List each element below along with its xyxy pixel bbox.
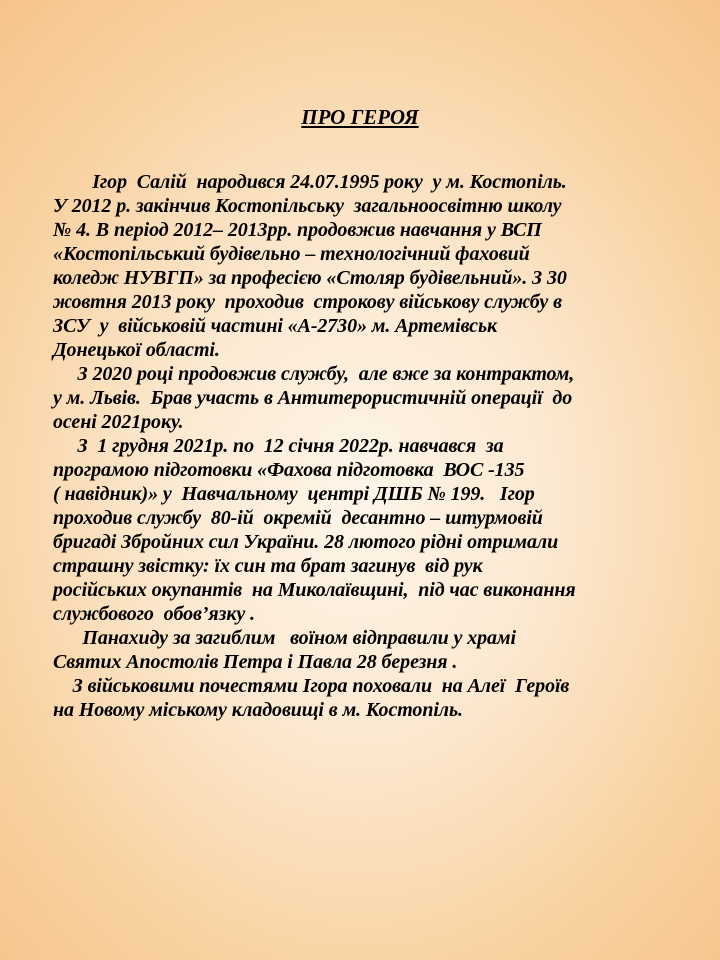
- text-line: осені 2021року.: [53, 411, 184, 433]
- text-line: З 1 грудня 2021р. по 12 січня 2022р. навчався за: [53, 435, 504, 457]
- text-line: службового обов’язку .: [53, 603, 255, 625]
- text-line: З 2020 році продовжив службу, але вже за контрактом,: [53, 363, 575, 385]
- text-line: «Костопільський будівельно – технологічний фаховий: [53, 243, 530, 265]
- text-line: У 2012 р. закінчив Костопільську загальноосвітню школу: [53, 195, 562, 217]
- text-line: ( навідник)» у Навчальному центрі ДШБ № 199. Ігор: [53, 483, 535, 505]
- text-line: страшну звістку: їх син та брат загинув від рук: [53, 555, 483, 577]
- text-line: № 4. В період 2012– 2013рр. продовжив навчання у ВСП: [53, 219, 542, 241]
- text-line: жовтня 2013 року проходив строкову військову службу в: [53, 291, 562, 313]
- text-line: Панахиду за загиблим воїном відправили у храмі: [53, 627, 516, 649]
- text-line: програмою підготовки «Фахова підготовка ВОС -135: [53, 459, 525, 481]
- text-line: бригаді Збройних сил України. 28 лютого рідні отримали: [53, 531, 559, 553]
- text-line: російських окупантів на Миколаївщині, під час виконання: [53, 579, 576, 601]
- text-line: Святих Апостолів Петра і Павла 28 березня .: [53, 651, 458, 673]
- text-line: ЗСУ у військовій частині «А-2730» м. Артемівськ: [53, 315, 498, 337]
- text-line: Донецької області.: [53, 339, 220, 361]
- biography-text: [53, 170, 693, 722]
- text-line: проходив службу 80-ій окремій десантно – штурмовій: [53, 507, 543, 529]
- text-line: у м. Львів. Брав участь в Антитерористичній операції до: [53, 387, 573, 409]
- text-line: З військовими почестями Ігора поховали на Алеї Героїв: [53, 675, 570, 697]
- text-line: Ігор Салій народився 24.07.1995 року у м. Костопіль.: [53, 171, 567, 193]
- text-line: коледж НУВГП» за професією «Столяр будівельний». З 30: [53, 267, 567, 289]
- document-title: ПРО ГЕРОЯ: [301, 105, 419, 129]
- text-line: на Новому міському кладовищі в м. Костопіль.: [53, 699, 463, 721]
